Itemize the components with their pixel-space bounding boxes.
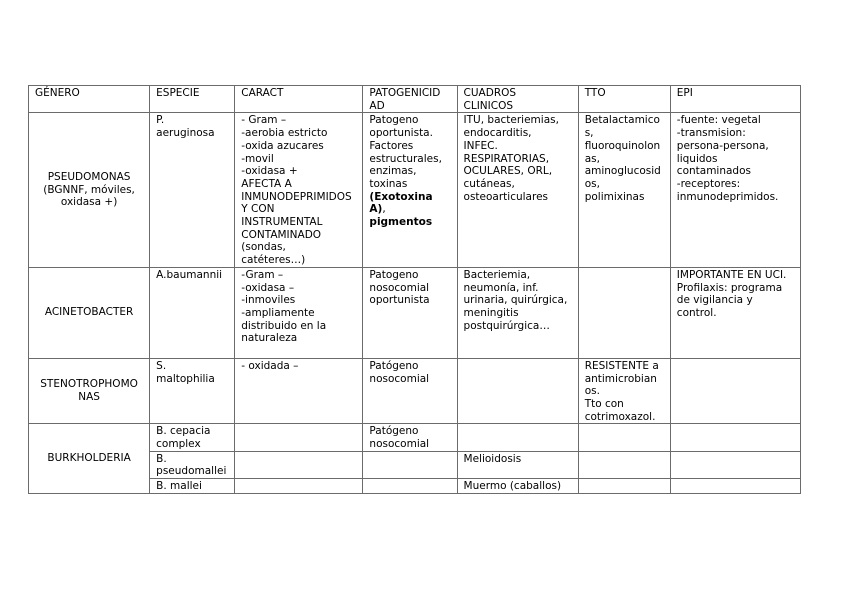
cell-line: Tto con (584, 397, 624, 410)
cell-patogenicidad (363, 479, 457, 494)
cell-line: B. cepacia (156, 425, 211, 438)
cell-line: oportunista. (369, 127, 433, 140)
cell-especie (150, 451, 235, 478)
cell-line: cotrimoxazol. (584, 410, 656, 423)
cell-line: B. (156, 452, 167, 465)
cell-line: -receptores: (676, 177, 741, 190)
cell-cuadros (457, 424, 578, 451)
cell-line: P. (156, 114, 165, 127)
bold-a: A) (369, 203, 383, 216)
cell-line: endocarditis, (463, 127, 532, 140)
cell-tto (578, 358, 670, 424)
cell-line: catéteres…) (241, 254, 306, 267)
cell-genero (29, 113, 150, 267)
cell-line: -ampliamente (241, 306, 315, 319)
cell-line: inmunodeprimidos. (676, 190, 779, 203)
cell-cuadros (457, 267, 578, 358)
cell-line: Patógeno (369, 425, 419, 438)
header-tto: TTO (578, 86, 670, 113)
cell-cuadros (457, 113, 578, 267)
cell-epi (670, 424, 800, 451)
cell-epi (670, 113, 800, 267)
cell-line: - Gram – (241, 114, 287, 127)
row-burkholderia-cepacia (29, 424, 801, 451)
bold-pigmentos: pigmentos (369, 216, 433, 229)
cell-tto (578, 451, 670, 478)
cell-especie (150, 267, 235, 358)
cell-line: B. mallei (156, 480, 202, 493)
cell-epi (670, 451, 800, 478)
cell-line: de vigilancia y (676, 294, 753, 307)
cell-line: Profilaxis: programa (676, 281, 783, 294)
cell-line: Y CON (241, 203, 275, 216)
cell-line: INFEC. (463, 139, 498, 152)
cell-caract (235, 113, 363, 267)
cell-genero (29, 267, 150, 358)
header-especie: ESPECIE (150, 86, 235, 113)
cell-line: Patogeno (369, 268, 419, 281)
cell-epi (670, 479, 800, 494)
cell-caract (235, 451, 363, 478)
cell-line: -Gram – (241, 268, 284, 281)
cell-line: antimicrobian (584, 372, 657, 385)
cell-epi (670, 358, 800, 424)
cell-tto (578, 424, 670, 451)
cell-line: aminoglucosid (584, 165, 661, 178)
cell-patogenicidad: Patogeno oportunista. Factores estructurales, enzimas, toxinas (Exotoxina A), pigmentos (363, 113, 457, 267)
cell-line: pseudomallei (156, 465, 227, 478)
cell-line: -oxida azucares (241, 139, 324, 152)
cell-line: polimixinas (584, 190, 645, 203)
header-cuadros-clinicos: CUADROS CLINICOS (457, 86, 578, 113)
cell-line: IMPORTANTE EN UCI. (676, 268, 787, 281)
cell-line: S. (156, 359, 167, 372)
cell-line: -aerobia estricto (241, 127, 328, 140)
bold-exotoxina: (Exotoxina (369, 190, 433, 203)
header-caract: CARACT (235, 86, 363, 113)
cell-line: INSTRUMENTAL (241, 216, 323, 229)
cell-line: persona-persona, (676, 139, 769, 152)
cell-line: s, (584, 127, 594, 140)
cell-tto (578, 479, 670, 494)
cell-line: Melioidosis (463, 452, 522, 465)
row-stenotrophomonas (29, 358, 801, 424)
cell-especie (150, 479, 235, 494)
cell-line: oxidasa +) (60, 196, 118, 209)
cell-line: PSEUDOMONAS (47, 171, 131, 184)
cell-line: osteoarticulares (463, 190, 549, 203)
cell-line: distribuido en la (241, 319, 327, 332)
cell-line: CONTAMINADO (241, 228, 322, 241)
cell-especie (150, 113, 235, 267)
cell-especie (150, 358, 235, 424)
cell-line: as, (584, 152, 600, 165)
cell-line: - oxidada – (241, 359, 299, 372)
cell-line: NAS (78, 391, 100, 404)
header-genero: GÉNERO (29, 86, 150, 113)
cell-genero (29, 358, 150, 424)
cell-line: Betalactamico (584, 114, 660, 127)
row-pseudomonas (29, 113, 801, 267)
cell-line: aeruginosa (156, 127, 215, 140)
cell-cuadros (457, 451, 578, 478)
cell-cuadros (457, 358, 578, 424)
cell-especie (150, 424, 235, 451)
cell-epi (670, 267, 800, 358)
cell-line: control. (676, 306, 717, 319)
cell-line: liquidos (676, 152, 718, 165)
cell-cuadros (457, 479, 578, 494)
microbiology-table (28, 85, 801, 494)
cell-patogenicidad (363, 358, 457, 424)
cell-line: os, (584, 177, 600, 190)
cell-line: nosocomial (369, 372, 430, 385)
cell-tto (578, 113, 670, 267)
cell-line: -inmoviles (241, 294, 296, 307)
cell-line: complex (156, 438, 201, 451)
cell-line: os. (584, 385, 600, 398)
cell-caract (235, 267, 363, 358)
row-acinetobacter (29, 267, 801, 358)
cell-line: ACINETOBACTER (44, 306, 134, 319)
cell-line: -movil (241, 152, 274, 165)
cell-genero (29, 424, 150, 494)
cell-line: Patógeno (369, 359, 419, 372)
cell-line: toxinas (369, 177, 408, 190)
cell-line: -transmision: (676, 127, 746, 140)
cell-line: (sondas, (241, 241, 286, 254)
cell-line: ITU, bacteriemias, (463, 114, 559, 127)
cell-line: Factores (369, 139, 414, 152)
cell-line: (BGNNF, móviles, (43, 183, 135, 196)
cell-caract (235, 479, 363, 494)
cell-line: estructurales, (369, 152, 442, 165)
cell-line: fluoroquinolon (584, 139, 661, 152)
cell-line: -fuente: vegetal (676, 114, 761, 127)
cell-line: RESISTENTE a (584, 359, 659, 372)
cell-patogenicidad (363, 424, 457, 451)
cell-line: nosocomial (369, 438, 430, 451)
cell-line: naturaleza (241, 332, 298, 345)
cell-line: postquirúrgica… (463, 319, 550, 332)
cell-line: A.baumannii (156, 268, 223, 281)
cell-line: urinaria, quirúrgica, (463, 294, 568, 307)
cell-line: nosocomial (369, 281, 430, 294)
cell-line: STENOTROPHOMO (40, 378, 138, 391)
cell-line: RESPIRATORIAS, (463, 152, 550, 165)
cell-line: BURKHOLDERIA (47, 452, 131, 465)
cell-line: meningitis (463, 306, 519, 319)
cell-line: maltophilia (156, 372, 215, 385)
cell-patogenicidad (363, 267, 457, 358)
cell-line: AFECTA A (241, 177, 292, 190)
header-epi: EPI (670, 86, 800, 113)
cell-caract (235, 358, 363, 424)
cell-patogenicidad (363, 451, 457, 478)
cell-line: oportunista (369, 294, 430, 307)
header-patogenicidad: PATOGENICID AD (363, 86, 457, 113)
cell-line: contaminados (676, 165, 751, 178)
cell-line: -oxidasa + (241, 165, 298, 178)
cell-tto (578, 267, 670, 358)
cell-line: Bacteriemia, (463, 268, 531, 281)
cell-line: INMUNODEPRIMIDOS (241, 190, 352, 203)
cell-caract (235, 424, 363, 451)
cell-line: OCULARES, ORL, (463, 165, 553, 178)
cell-line: Patogeno (369, 114, 419, 127)
header-row (29, 86, 801, 113)
cell-line: -oxidasa – (241, 281, 295, 294)
cell-line: cutáneas, (463, 177, 515, 190)
cell-line: Muermo (caballos) (463, 480, 562, 493)
cell-line: neumonía, inf. (463, 281, 539, 294)
cell-line: enzimas, (369, 165, 417, 178)
